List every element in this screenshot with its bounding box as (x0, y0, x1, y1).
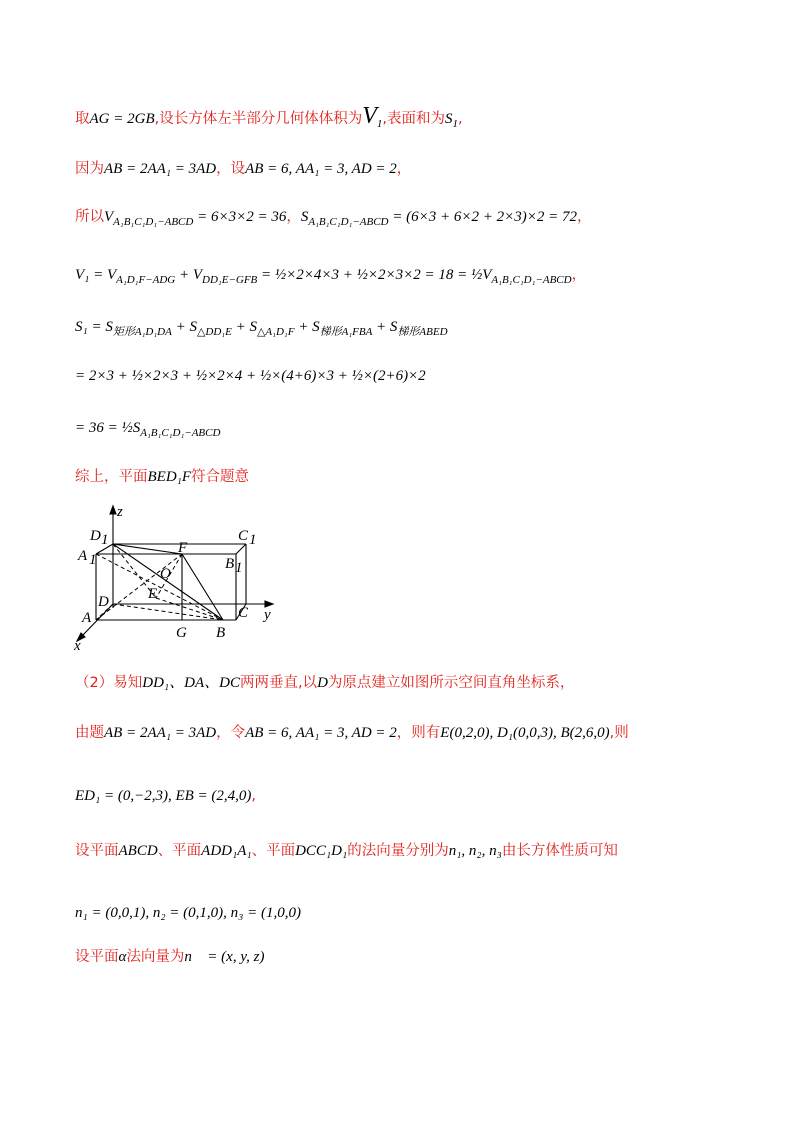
line-12-part-7: n₁, n₂, n₃ (448, 843, 502, 859)
line-2-part-4: ， (396, 161, 412, 177)
line-2 (75, 158, 411, 179)
label-O: O (160, 566, 171, 582)
line-4-part-5: A₁B₁C₁D₁−ABCD (491, 274, 572, 286)
line-1 (75, 103, 463, 134)
line-9-part-3: D (317, 675, 328, 691)
line-1-part-1: AG = 2GB (89, 111, 155, 127)
label-z: z (117, 504, 123, 520)
line-1-part-6: S (445, 111, 453, 127)
line-12-part-4: 、平面 (251, 843, 296, 859)
cuboid-figure (68, 500, 288, 650)
line-10-part-2: ，令 (216, 725, 246, 741)
line-8 (75, 466, 249, 487)
line-9-part-4: 为原点建立如图所示空间直角坐标系， (327, 675, 575, 691)
line-5-part-6: + S (294, 319, 320, 335)
line-5-part-1: 矩形A₁D₁DA (112, 326, 172, 338)
line-1-part-7: 1 (452, 118, 459, 130)
line-12-part-6: 的法向量分别为 (347, 843, 449, 859)
line-10-part-0: 由题 (75, 725, 104, 741)
line-3-part-0: 所以 (75, 209, 104, 225)
line-13-part-0: n₁ = (0,0,1), n₂ = (0,1,0), n₃ = (1,0,0) (75, 905, 301, 921)
label-C: C (238, 605, 249, 621)
line-9-part-1: DD₁、DA、DC (142, 675, 240, 691)
line-8-part-0: 综上，平面 (75, 469, 148, 485)
line-14-part-0: 设平面 (75, 949, 119, 965)
label-C1: C (238, 528, 249, 544)
line-4-part-0: V₁ = V (75, 267, 117, 283)
line-2-part-2: ，设 (216, 161, 246, 177)
line-5-part-0: S₁ = S (75, 319, 113, 335)
label-A1: A (78, 548, 88, 564)
line-10-part-1: AB = 2AA₁ = 3AD (104, 725, 217, 741)
line-1-part-8: , (458, 111, 463, 127)
line-11-part-1: , (251, 788, 256, 804)
line-7 (75, 417, 220, 443)
label-x: x (74, 638, 81, 650)
line-14-part-3: n⃗ = (x, y, z) (184, 949, 265, 965)
line-3-part-8: ， (576, 209, 592, 225)
line-2-part-1: AB = 2AA₁ = 3AD (104, 161, 217, 177)
label-A: A (82, 610, 92, 626)
line-9 (75, 672, 574, 693)
line-1-part-3: V (362, 103, 377, 129)
line-11 (75, 785, 256, 806)
line-12-part-0: 设平面 (75, 843, 119, 859)
line-13 (75, 902, 301, 923)
line-3-part-4: ， (286, 209, 301, 225)
line-4-part-6: ， (571, 267, 587, 283)
label-C1-sub: 1 (249, 532, 257, 548)
label-A1-sub: 1 (89, 552, 97, 568)
line-4-part-3: DD₁E−GFB (202, 274, 258, 286)
label-B1-sub: 1 (235, 560, 243, 576)
line-10-part-6: ,则 (609, 725, 629, 741)
label-B: B (216, 625, 226, 641)
line-10-part-3: AB = 6, AA₁ = 3, AD = 2 (245, 725, 397, 741)
line-5-part-4: + S (231, 319, 257, 335)
label-D: D (98, 594, 109, 610)
line-1-part-2: ,设长方体左半部分几何体体积为 (154, 111, 363, 127)
label-B1: B (225, 556, 235, 572)
label-y: y (264, 607, 271, 623)
label-D1: D (90, 528, 101, 544)
line-4-part-4: = ½×2×4×3 + ½×2×3×2 = 18 = ½V (257, 267, 492, 283)
line-1-part-0: 取 (75, 111, 90, 127)
line-12-part-3: ADD₁A₁ (201, 843, 252, 859)
line-8-part-1: BED₁F (147, 469, 192, 485)
line-12-part-5: DCC₁D₁ (295, 843, 348, 859)
line-1-part-4: 1 (376, 118, 383, 130)
line-4-part-2: + V (175, 267, 203, 283)
line-14-part-2: 法向量为 (126, 949, 185, 965)
label-F: F (178, 540, 188, 556)
line-5-part-7: 梯形A₁FBA (319, 326, 373, 338)
label-G: G (176, 625, 187, 641)
line-12-part-8: 由长方体性质可知 (501, 843, 618, 859)
line-6 (75, 365, 426, 386)
line-11-part-0: ED₁ = (0,−2,3), EB = (2,4,0) (75, 788, 252, 804)
label-D1-sub: 1 (101, 532, 109, 548)
line-9-part-2: 两两垂直,以 (239, 675, 318, 691)
line-12 (75, 840, 618, 861)
line-7-part-0: = 36 = ½S (75, 420, 141, 436)
line-3-part-1: V (104, 209, 114, 225)
line-5 (75, 316, 448, 342)
line-14-part-1: α (118, 949, 127, 965)
line-6-part-0: = 2×3 + ½×2×3 + ½×2×4 + ½×(4+6)×3 + ½×(2+6)×2 (75, 368, 426, 384)
line-2-part-3: AB = 6, AA₁ = 3, AD = 2 (245, 161, 397, 177)
line-3-part-2: A₁B₁C₁D₁−ABCD (113, 216, 194, 228)
line-2-part-0: 因为 (75, 161, 104, 177)
line-3-part-7: = (6×3 + 6×2 + 2×3)×2 = 72 (388, 209, 577, 225)
line-9-part-0: （2）易知 (75, 675, 143, 691)
line-10-part-4: ，则有 (396, 725, 441, 741)
line-5-part-9: 梯形ABED (397, 326, 448, 338)
line-4-part-1: A₁D₁F−ADG (116, 274, 176, 286)
line-10 (75, 722, 629, 743)
line-5-part-8: + S (372, 319, 398, 335)
line-1-part-5: ,表面和为 (382, 111, 446, 127)
line-10-part-5: E(0,2,0), D₁(0,0,3), B(2,6,0) (440, 725, 610, 741)
line-3-part-6: A₁B₁C₁D₁−ABCD (308, 216, 389, 228)
line-12-part-1: ABCD (118, 843, 158, 859)
line-5-part-5: △A₁D₁F (256, 326, 295, 338)
line-5-part-3: △DD₁E (196, 326, 232, 338)
line-4 (75, 264, 586, 290)
label-E: E (148, 586, 158, 602)
line-14 (75, 946, 264, 967)
line-3-part-3: = 6×3×2 = 36 (193, 209, 287, 225)
line-3 (75, 206, 591, 232)
line-12-part-2: 、平面 (157, 843, 202, 859)
line-5-part-2: + S (171, 319, 197, 335)
line-8-part-2: 符合题意 (191, 469, 250, 485)
line-7-part-1: A₁B₁C₁D₁−ABCD (140, 427, 221, 439)
line-3-part-5: S (300, 209, 309, 225)
